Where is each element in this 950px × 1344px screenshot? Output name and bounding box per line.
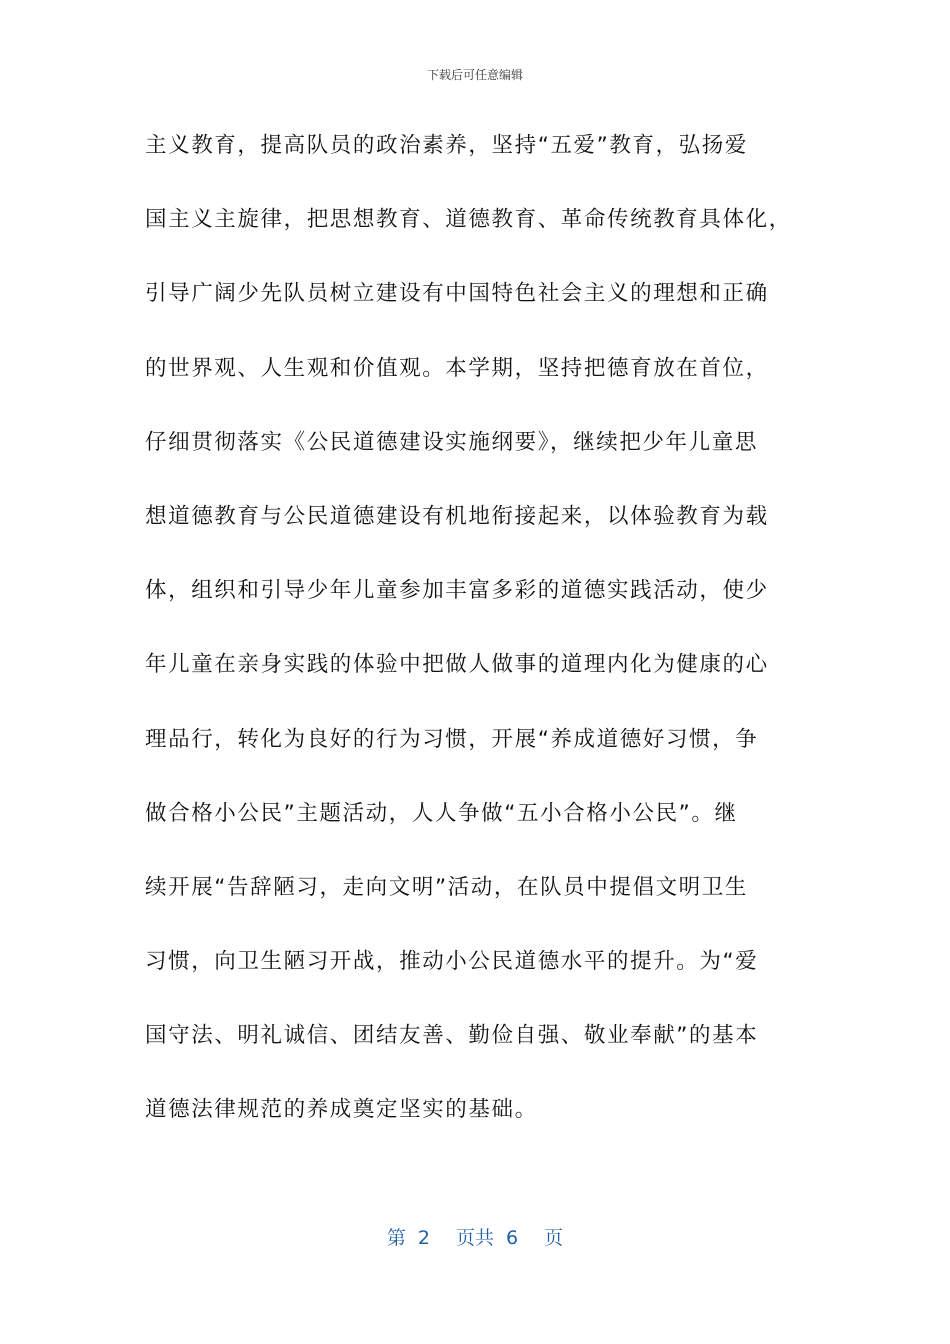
paragraph-line: 国守法、明礼诚信、团结友善、勤俭自强、敬业奉献”的基本 bbox=[145, 1023, 759, 1049]
paragraph-line: 的世界观、人生观和价值观。本学期，坚持把德育放在首位， bbox=[145, 355, 769, 381]
paragraph-line: 习惯，向卫生陋习开战，推动小公民道德水平的提升。为“爱 bbox=[145, 949, 759, 975]
paragraph-line: 道德法律规范的养成奠定坚实的基础。 bbox=[145, 1097, 538, 1123]
footer-label-of: 页共 bbox=[455, 1227, 494, 1249]
paragraph-line: 体，组织和引导少年儿童参加丰富多彩的道德实践活动，使少 bbox=[145, 578, 769, 604]
paragraph-line: 仔细贯彻落实《公民道德建设实施纲要》，继续把少年儿童思 bbox=[145, 429, 758, 455]
page-number-footer bbox=[0, 1226, 950, 1250]
document-body bbox=[145, 125, 825, 1164]
paragraph-line: 续开展“告辞陋习，走向文明”活动，在队员中提倡文明卫生 bbox=[145, 874, 748, 900]
paragraph-line: 做合格小公民”主题活动，人人争做“五小合格小公民”。继 bbox=[145, 800, 738, 826]
paragraph-line: 国主义主旋律，把思想教育、道德教育、革命传统教育具体化， bbox=[145, 207, 792, 233]
footer-label-page: 第 bbox=[386, 1227, 406, 1249]
paragraph-line: 理品行，转化为良好的行为习惯，开展“养成道德好习惯，争 bbox=[145, 726, 759, 752]
paragraph-line: 引导广阔少先队员树立建设有中国特色社会主义的理想和正确 bbox=[145, 281, 769, 307]
footer-label-end: 页 bbox=[544, 1227, 564, 1249]
paragraph-line: 主义教育，提高队员的政治素养，坚持“五爱”教育，弘扬爱 bbox=[145, 133, 748, 158]
paragraph-line: 年儿童在亲身实践的体验中把做人做事的道理内化为健康的心 bbox=[145, 652, 769, 678]
total-page-count: 6 bbox=[506, 1227, 519, 1249]
page-header-note: 下载后可任意编辑 bbox=[426, 68, 523, 82]
paragraph-line: 想道德教育与公民道德建设有机地衔接起来，以体验教育为载 bbox=[145, 503, 769, 529]
current-page-number: 2 bbox=[417, 1227, 430, 1249]
